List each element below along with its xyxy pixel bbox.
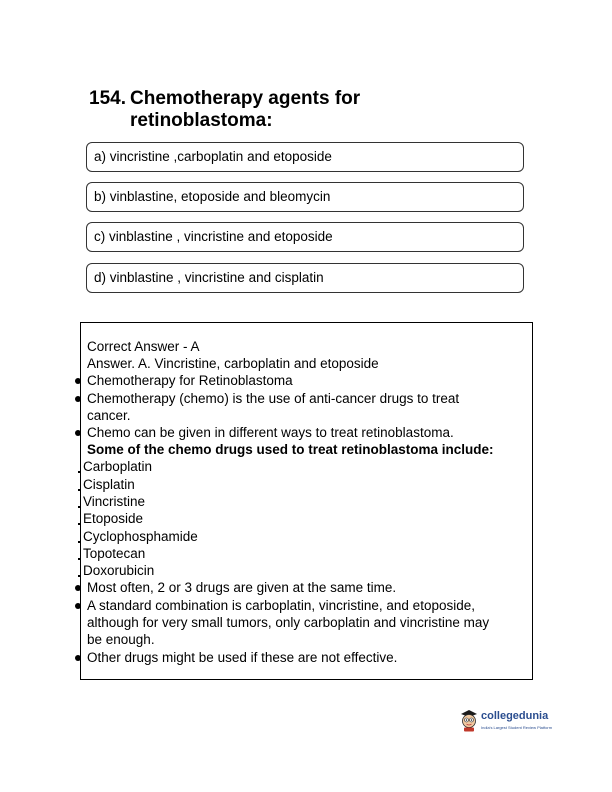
option-a[interactable]: a) vincristine ,carboplatin and etoposide <box>86 142 524 172</box>
bullet-text: Chemotherapy for Retinoblastoma <box>87 373 293 388</box>
logo-name: collegedunia <box>481 710 549 722</box>
drug-item: Etoposide <box>83 511 144 526</box>
bullet-icon <box>75 585 81 591</box>
bullet-icon <box>75 430 81 436</box>
bullet-text: although for very small tumors, only carboplatin and vincristine may <box>87 615 490 630</box>
list-dot-icon <box>78 575 80 577</box>
bullet-text: A standard combination is carboplatin, vincristine, and etoposide, <box>87 598 475 613</box>
answer-explanation: Answer. A. Vincristine, carboplatin and etoposide <box>87 356 379 371</box>
list-dot-icon <box>78 541 80 543</box>
drug-item: Doxorubicin <box>83 563 155 578</box>
bullet-icon <box>75 378 81 384</box>
drug-item: Cyclophosphamide <box>83 529 198 544</box>
bullet-text: Most often, 2 or 3 drugs are given at the same time. <box>87 580 397 595</box>
bullet-icon <box>75 603 81 609</box>
bullet-text: be enough. <box>87 632 155 647</box>
list-dot-icon <box>78 558 80 560</box>
question-number: 154. <box>89 88 126 109</box>
bullet-icon <box>75 655 81 661</box>
option-b[interactable]: b) vinblastine, etoposide and bleomycin <box>86 182 524 212</box>
bullet-icon <box>75 396 81 402</box>
logo-tagline: India's Largest Student Review Platform <box>481 725 553 730</box>
bullet-text: cancer. <box>87 408 131 423</box>
bullet-text: Chemo can be given in different ways to treat retinoblastoma. <box>87 425 454 440</box>
bullet-text: Other drugs might be used if these are not effective. <box>87 650 398 665</box>
list-dot-icon <box>78 489 80 491</box>
collegedunia-logo <box>459 708 559 734</box>
drug-item: Cisplatin <box>83 477 135 492</box>
list-dot-icon <box>78 471 80 473</box>
list-dot-icon <box>78 523 80 525</box>
drug-item: Topotecan <box>83 546 146 561</box>
question-text: Chemotherapy agents for retinoblastoma: <box>130 88 361 131</box>
correct-answer: Correct Answer - A <box>87 339 200 354</box>
option-d[interactable]: d) vinblastine , vincristine and cisplatin <box>86 263 524 293</box>
drug-item: Vincristine <box>83 494 146 509</box>
drug-item: Carboplatin <box>83 459 153 474</box>
drugs-heading: Some of the chemo drugs used to treat retinoblastoma include: <box>87 442 494 457</box>
list-dot-icon <box>78 506 80 508</box>
bullet-text: Chemotherapy (chemo) is the use of anti-cancer drugs to treat <box>87 391 460 406</box>
mascot-face-icon <box>459 708 479 732</box>
option-c[interactable]: c) vinblastine , vincristine and etoposide <box>86 222 524 252</box>
